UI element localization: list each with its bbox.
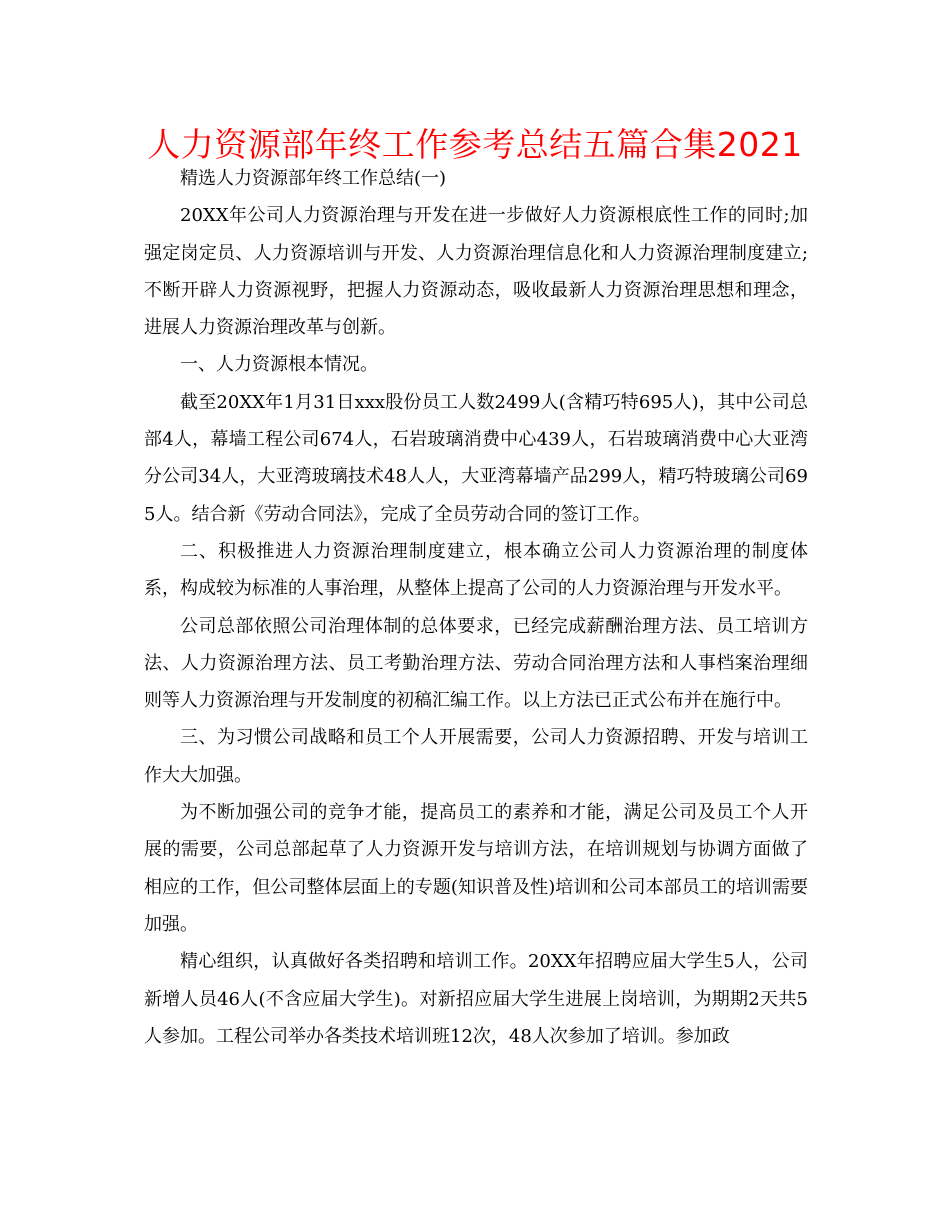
document-body — [144, 160, 808, 1055]
body-paragraph: 为不断加强公司的竞争才能，提高员工的素养和才能，满足公司及员工个人开展的需要，公司总部起草了人力资源开发与培训方法，在培训规划与协调方面做了相应的工作，但公司整体层面上的专题(知识普及性)培训和公司本部员工的培训需要加强。 — [144, 802, 808, 935]
body-paragraph: 公司总部依照公司治理体制的总体要求，已经完成薪酬治理方法、员工培训方法、人力资源治理方法、员工考勤治理方法、劳动合同治理方法和人事档案治理细则等人力资源治理与开发制度的初稿汇编工作。以上方法已正式公布并在施行中。 — [144, 615, 808, 712]
body-paragraph: 截至20XX年1月31日xxx股份员工人数2499人(含精巧特695人)，其中公司总部4人，幕墙工程公司674人，石岩玻璃消费中心439人，石岩玻璃消费中心大亚湾分公司34人，大亚湾玻璃技术48人人，大亚湾幕墙产品299人，精巧特玻璃公司695人。结合新《劳动合同法》，完成了全员劳动合同的签订工作。 — [144, 391, 808, 525]
section-heading-paragraph: 精选人力资源部年终工作总结(一) — [180, 168, 447, 189]
body-paragraph: 精心组织，认真做好各类招聘和培训工作。20XX年招聘应届大学生5人，公司新增人员46人(不含应届大学生)。对新招应届大学生进展上岗培训，为期期2天共5人参加。工程公司举办各类技术培训班12次，48人次参加了培训。参加政 — [144, 951, 808, 1047]
section-heading-paragraph: 一、人力资源根本情况。 — [180, 354, 378, 376]
section-heading-paragraph: 二、积极推进人力资源治理制度建立，根本确立公司人力资源治理的制度体系，构成较为标准的人事治理，从整体上提高了公司的人力资源治理与开发水平。 — [144, 540, 808, 600]
body-paragraph: 20XX年公司人力资源治理与开发在进一步做好人力资源根底性工作的同时;加强定岗定员、人力资源培训与开发、人力资源治理信息化和人力资源治理制度建立;不断开辟人力资源视野，把握人力资源动态，吸收最新人力资源治理思想和理念，进展人力资源治理改革与创新。 — [144, 205, 808, 339]
section-heading-paragraph: 三、为习惯公司战略和员工个人开展需要，公司人力资源招聘、开发与培训工作大大加强。 — [144, 727, 808, 786]
document-title: 人力资源部年终工作参考总结五篇合集2021 — [147, 125, 803, 164]
